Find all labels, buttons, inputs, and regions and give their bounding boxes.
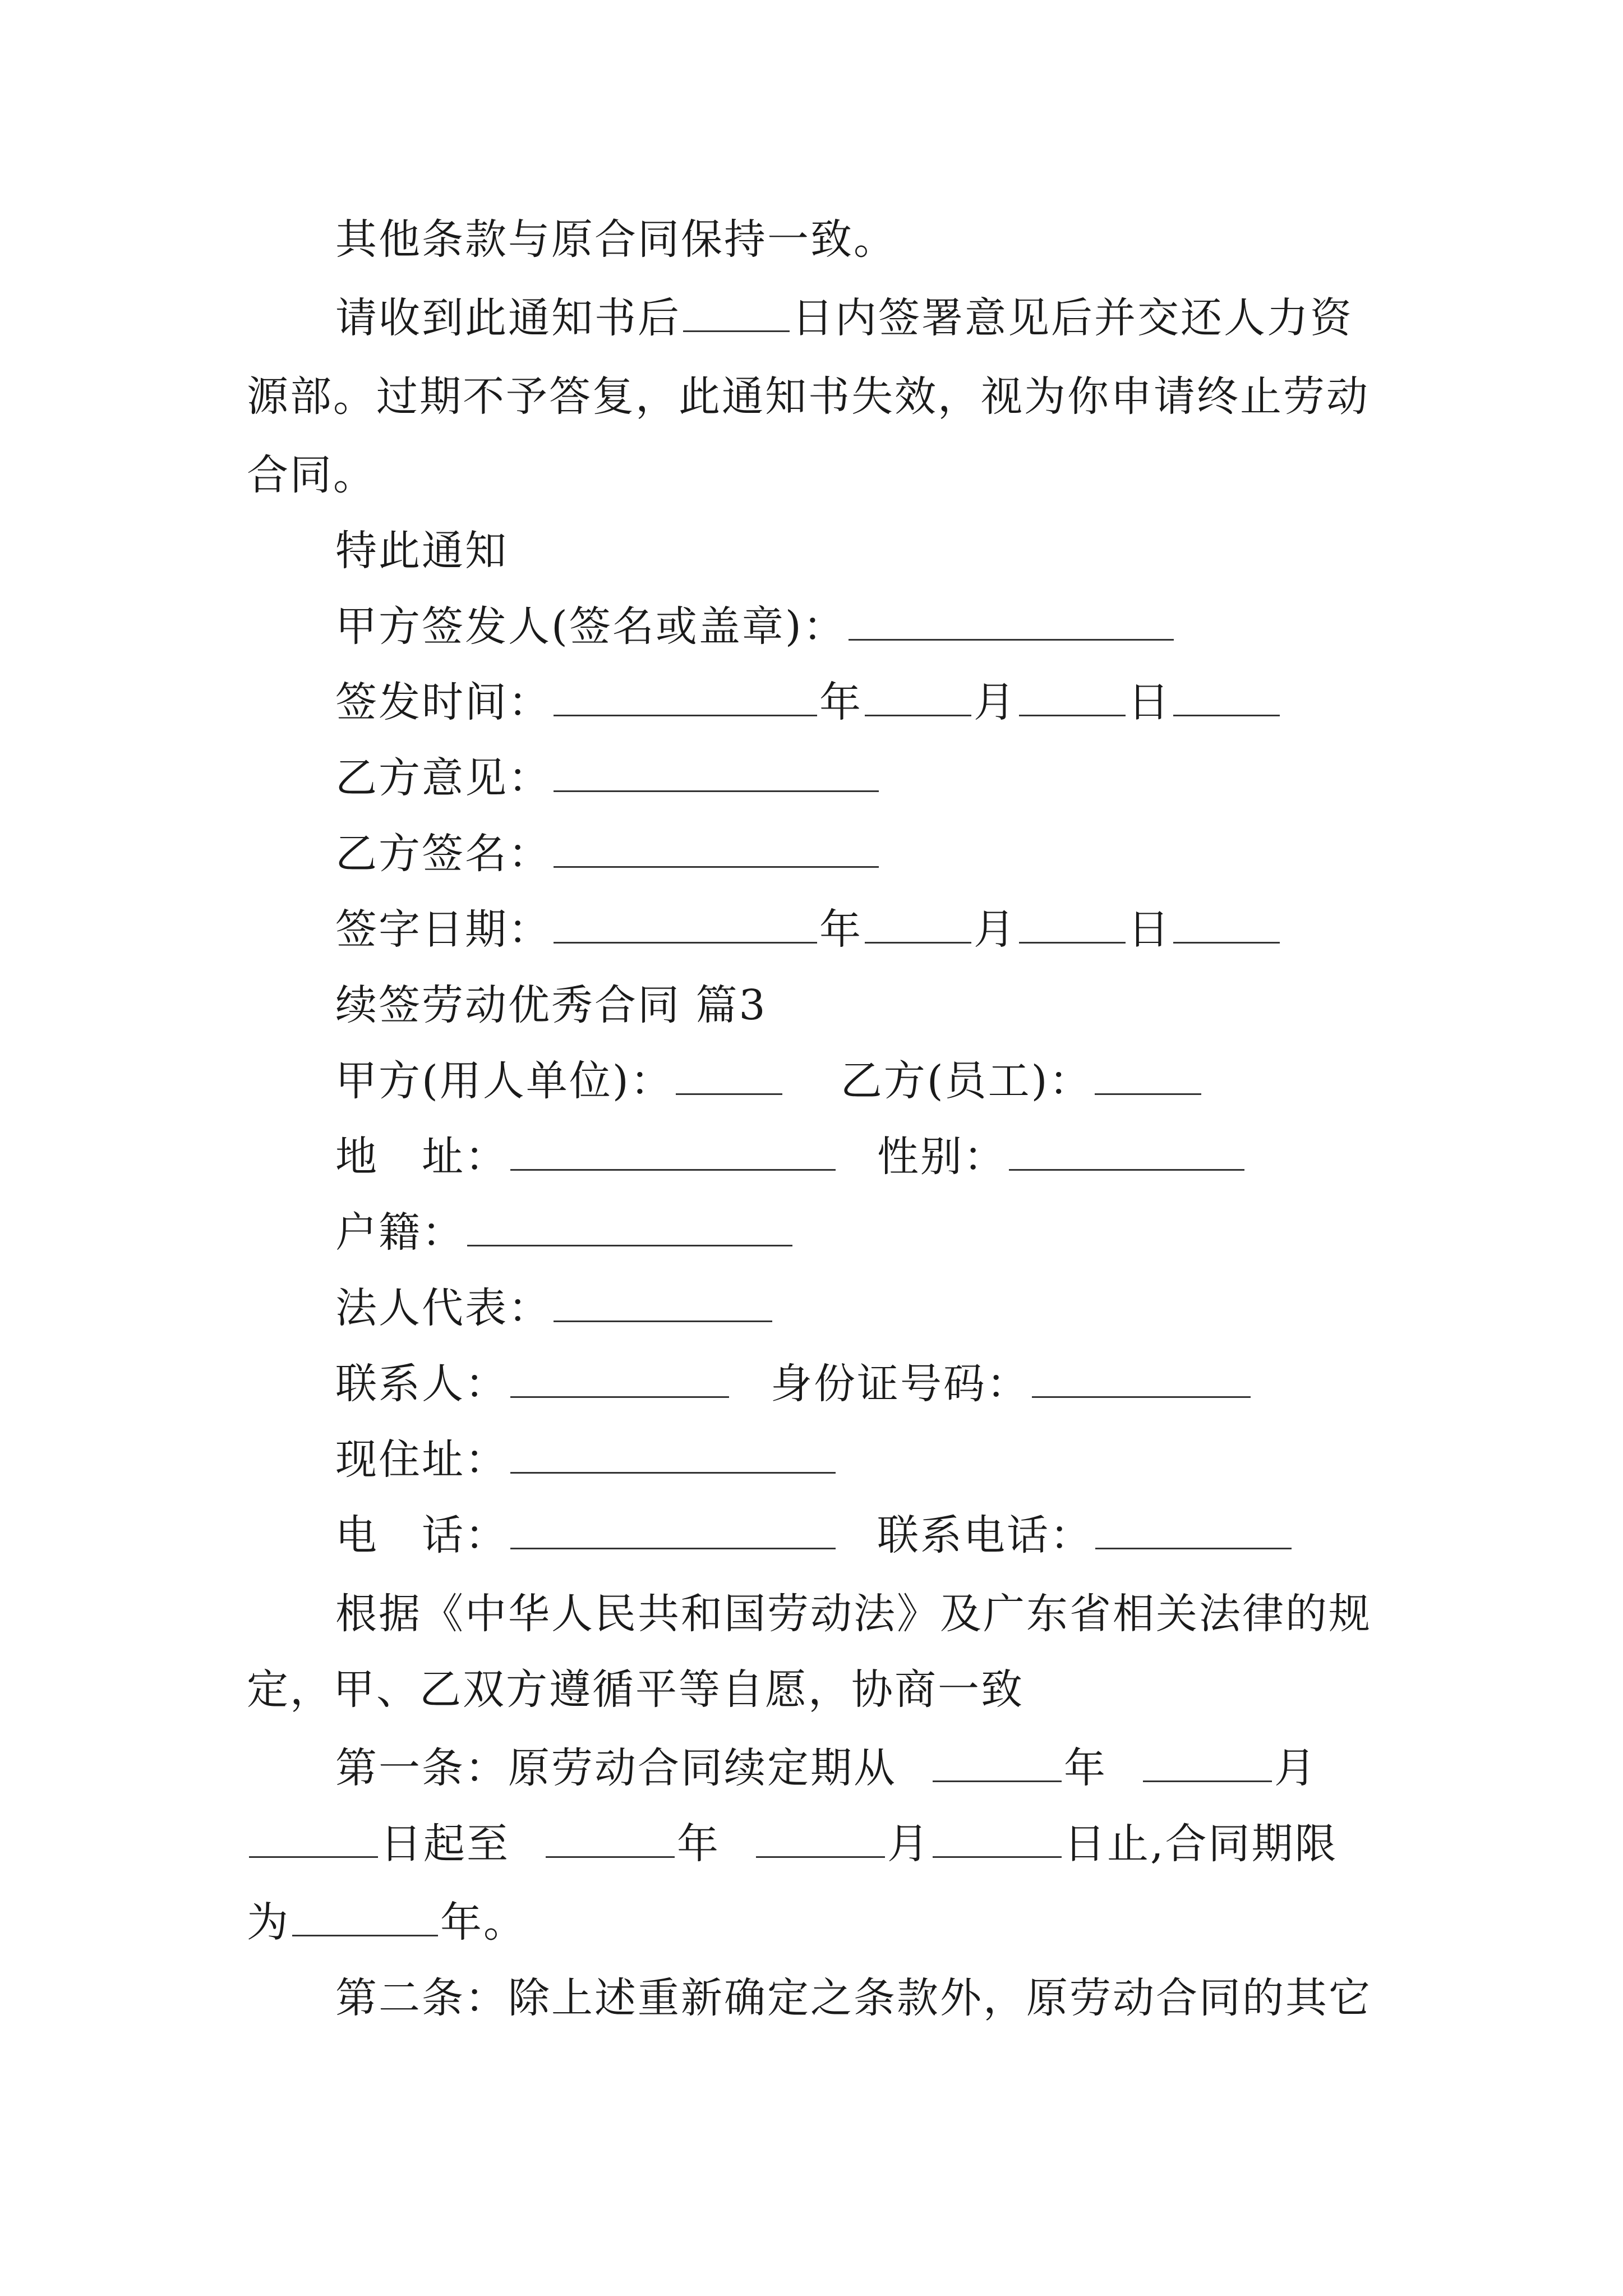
preamble-line-2: 定，甲、乙双方遵循平等自愿，协商一致 (247, 1665, 1024, 1714)
article-1-line-1: 第一条：原劳动合同续定期从 年 月 (335, 1744, 1317, 1792)
phone-line: 电 话： 联系电话： (335, 1515, 1391, 1559)
sign-date-line: 签字日期： 年 月 日 (335, 909, 1391, 954)
party-info-line: 甲方(用人单位)： 乙方(员工)： (335, 1060, 1391, 1105)
article-1-line-2: 日起至 年 月 日止,合同期限 (247, 1823, 1391, 1868)
party-b-signature-line: 乙方签名： (335, 833, 1391, 878)
blank-signature (849, 606, 1174, 641)
blank-days (683, 298, 790, 332)
contact-id-line: 联系人： 身份证号码： (335, 1363, 1391, 1408)
address-gender-line: 地 址： 性别： (335, 1136, 1391, 1181)
section-heading: 续签劳动优秀合同 篇3 (335, 981, 767, 1029)
article-2-line-1: 第二条：除上述重新确定之条款外，原劳动合同的其它 (335, 1974, 1372, 2022)
household-line: 户籍： (335, 1212, 1391, 1257)
current-address-line: 现住址： (335, 1439, 1391, 1484)
party-b-opinion-line: 乙方意见： (335, 757, 1391, 802)
preamble-line-1: 根据《中华人民共和国劳动法》及广东省相关法律的规 (335, 1590, 1372, 1638)
article-1-line-3: 为 年。 (247, 1898, 527, 1947)
notice-expiry-text: 源部。过期不予答复，此通知书失效，视为你申请终止劳动 (247, 372, 1370, 421)
issue-date-line: 签发时间： 年 月 日 (335, 682, 1391, 726)
clause-other-terms: 其他条款与原合同保持一致。 (335, 215, 897, 264)
party-a-signer-line: 甲方签发人(签名或盖章)： (335, 606, 1391, 651)
legal-rep-line: 法人代表： (335, 1287, 1391, 1332)
notice-return-instruction: 请收到此通知书后 日内签署意见后并交还人力资 (335, 294, 1353, 342)
notice-closing: 特此通知 (335, 527, 508, 575)
notice-expiry-text-end: 合同。 (247, 451, 376, 499)
